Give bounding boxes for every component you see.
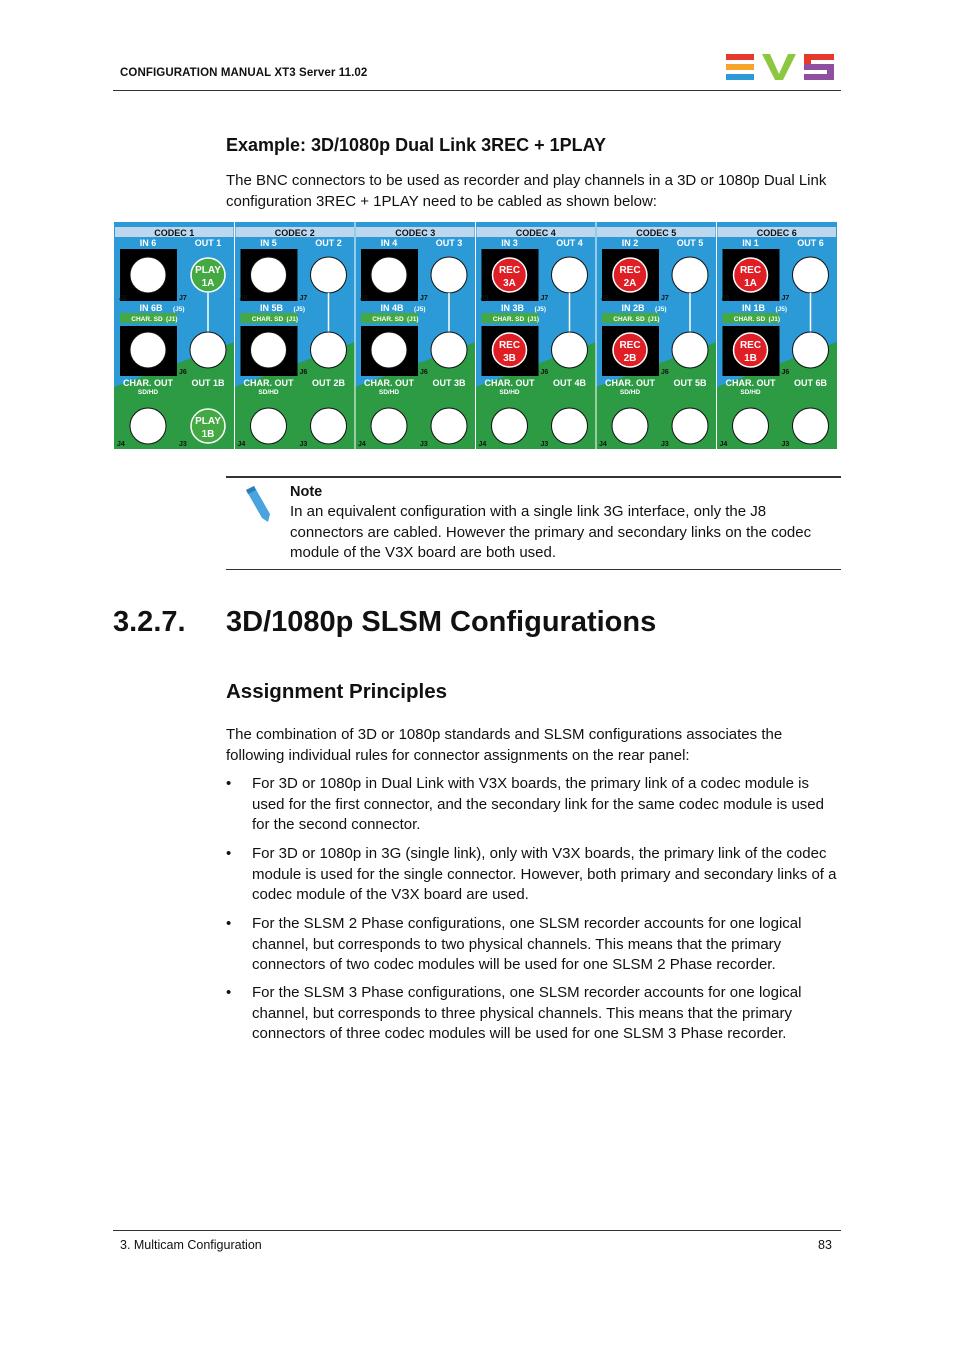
rec-connector-label-line1: REC [739, 265, 762, 276]
codec-name: CODEC 6 [756, 228, 797, 238]
bnc-connector [431, 257, 467, 293]
rear-panel-diagram [114, 222, 841, 449]
j1-tag: (J1) [407, 316, 419, 323]
header-rule [113, 90, 841, 91]
pencil-icon [240, 484, 274, 524]
list-item-text: For the SLSM 2 Phase configurations, one SLSM recorder accounts for one logical channel, but corresponds to two physical channels. This means that the primary connectors of two codec modules will be used for one SLSM 2 Phase recorder. [252, 915, 802, 973]
bnc-connector [492, 408, 528, 444]
jack-tag-j6: J6 [661, 369, 669, 376]
j1-tag: (J1) [768, 316, 781, 323]
bnc-connector [311, 408, 347, 444]
section-title: 3D/1080p SLSM Configurations [226, 606, 657, 638]
rec-connector-label-line1: REC [619, 265, 641, 276]
sdhd-label: SD/HD [137, 389, 159, 396]
jack-tag-j7: J7 [420, 295, 428, 302]
footer-rule [113, 1230, 841, 1231]
jack-tag-j3: J3 [540, 441, 549, 448]
char-out-label: CHAR. OUT [484, 378, 535, 388]
play-connector-label-line2: 1A [201, 278, 215, 289]
bnc-connector [612, 408, 648, 444]
jack-tag-j3: J3 [299, 441, 308, 448]
char-sd-label: CHAR. SD [251, 316, 284, 323]
bnc-connector [130, 408, 166, 444]
out-b-label: OUT 6B [793, 378, 828, 388]
jack-tag-j6: J6 [540, 369, 549, 376]
in-b-label: IN 2B [621, 303, 645, 313]
jack-tag-j4: J4 [478, 441, 487, 448]
codec-name: CODEC 1 [154, 228, 195, 238]
jack-tag-j4: J4 [117, 441, 125, 448]
j1-tag: (J1) [166, 316, 178, 323]
out-b-label: OUT 2B [311, 378, 346, 388]
out-b-label: OUT 4B [552, 378, 587, 388]
jack-tag-j3: J3 [781, 441, 790, 448]
char-out-label: CHAR. OUT [364, 378, 414, 388]
sdhd-label: SD/HD [499, 389, 520, 396]
in-label: IN 3 [501, 238, 518, 248]
section-number: 3.2.7. [113, 606, 186, 638]
out-label: OUT 2 [315, 238, 342, 248]
jack-tag-j3: J3 [661, 441, 669, 448]
in-b-label: IN 5B [259, 303, 284, 313]
jack-tag-j8: J8 [360, 295, 368, 302]
out-label: OUT 4 [556, 238, 583, 248]
out-label: OUT 6 [797, 238, 824, 248]
codec-name: CODEC 2 [274, 228, 315, 238]
rec-connector-label-line2: 2B [623, 353, 637, 364]
subsection-heading: Assignment Principles [226, 680, 448, 703]
sdhd-label: SD/HD [619, 389, 641, 396]
j1-tag: (J1) [527, 316, 540, 323]
rec-connector-label-line1: REC [619, 340, 641, 351]
j5-tag: (J5) [293, 306, 306, 313]
jack-tag-j4: J4 [599, 441, 607, 448]
bnc-connector [431, 332, 467, 368]
note-bottom-rule [226, 569, 841, 570]
out-b-label: OUT 3B [432, 378, 466, 388]
jack-tag-j8: J8 [119, 295, 127, 302]
char-out-label: CHAR. OUT [243, 378, 294, 388]
page-number: 83 [818, 1238, 832, 1252]
note-top-rule [226, 476, 841, 478]
codec-name: CODEC 4 [515, 228, 556, 238]
play-connector-label-line1: PLAY [195, 416, 221, 427]
bnc-connector [733, 408, 769, 444]
list-item-text: For the SLSM 3 Phase configurations, one SLSM recorder accounts for one logical channel, but corresponds to three physical channels. This means that the primary connectors of three codec modules will be used for one SLSM 3 Phase recorder. [252, 984, 802, 1042]
rec-connector-label-line2: 1B [744, 353, 757, 364]
rec-connector-label-line1: REC [498, 340, 521, 351]
jack-tag-j4: J4 [237, 441, 246, 448]
j5-tag: (J5) [534, 306, 547, 313]
char-out-label: CHAR. OUT [605, 378, 655, 388]
codec-name: CODEC 3 [395, 228, 436, 238]
jack-tag-j6: J6 [299, 369, 308, 376]
bnc-connector [552, 332, 588, 368]
rec-connector-label-line2: 3A [503, 278, 516, 289]
bnc-connector [311, 257, 347, 293]
evs-logo [724, 52, 836, 82]
jack-tag-j7: J7 [179, 295, 187, 302]
bullet-marker: • [226, 915, 232, 932]
assignment-intro: The combination of 3D or 1080p standards and SLSM configurations associates the following individual rules for connector assignments on the rear panel: [226, 726, 783, 764]
rec-connector-label-line1: REC [498, 265, 521, 276]
j1-tag: (J1) [648, 316, 660, 323]
list-item-text: For 3D or 1080p in Dual Link with V3X boards, the primary link of a codec module is used for the first connector, and the secondary link for the same codec module is used for the second connector. [252, 775, 824, 833]
out-label: OUT 1 [194, 238, 222, 248]
jack-tag-j4: J4 [719, 441, 728, 448]
bnc-connector [311, 332, 347, 368]
in-b-label: IN 6B [139, 303, 163, 313]
running-header-title: CONFIGURATION MANUAL XT3 Server 11.02 [120, 67, 368, 79]
rec-connector-label-line1: REC [739, 340, 762, 351]
bnc-connector [371, 257, 407, 293]
codec-name: CODEC 5 [636, 228, 677, 238]
in-b-label: IN 1B [741, 303, 766, 313]
out-b-label: OUT 5B [673, 378, 707, 388]
char-sd-label: CHAR. SD [372, 316, 404, 323]
in-label: IN 4 [380, 238, 398, 248]
bnc-connector [371, 408, 407, 444]
j5-tag: (J5) [173, 306, 185, 313]
jack-tag-j8: J8 [601, 295, 609, 302]
bullet-marker: • [226, 845, 232, 862]
out-b-label: OUT 1B [191, 378, 225, 388]
in-b-label: IN 3B [500, 303, 525, 313]
bullet-marker: • [226, 775, 232, 792]
char-out-label: CHAR. OUT [123, 378, 173, 388]
jack-tag-j7: J7 [661, 295, 669, 302]
jack-tag-j7: J7 [540, 295, 549, 302]
jack-tag-j7: J7 [781, 295, 790, 302]
in-label: IN 6 [139, 238, 157, 248]
play-connector-label-line1: PLAY [195, 265, 221, 276]
bnc-connector [672, 257, 708, 293]
in-label: IN 2 [621, 238, 639, 248]
in-label: IN 1 [742, 238, 759, 248]
jack-tag-j8: J8 [721, 295, 730, 302]
bnc-connector [130, 257, 166, 293]
jack-tag-j4: J4 [358, 441, 366, 448]
char-sd-label: CHAR. SD [733, 316, 766, 323]
rec-connector-label-line2: 1A [744, 278, 757, 289]
bnc-connector [190, 332, 226, 368]
bullet-marker: • [226, 984, 232, 1001]
example-heading: Example: 3D/1080p Dual Link 3REC + 1PLAY [226, 135, 606, 155]
jack-tag-j8: J8 [239, 295, 248, 302]
bnc-connector [251, 408, 287, 444]
jack-tag-j6: J6 [420, 369, 428, 376]
bnc-connector [793, 257, 829, 293]
note-text: In an equivalent configuration with a single link 3G interface, only the J8 connectors are cabled. However the primary and secondary links on the codec module of the V3X board are both used. [290, 503, 812, 561]
note-label: Note [290, 484, 323, 500]
jack-tag-j7: J7 [299, 295, 308, 302]
j5-tag: (J5) [414, 306, 426, 313]
sdhd-label: SD/HD [258, 389, 279, 396]
char-out-label: CHAR. OUT [725, 378, 776, 388]
bnc-connector [371, 332, 407, 368]
bnc-connector [251, 257, 287, 293]
jack-tag-j3: J3 [420, 441, 428, 448]
out-label: OUT 5 [676, 238, 704, 248]
play-connector-label-line2: 1B [201, 429, 215, 440]
bnc-connector [672, 408, 708, 444]
in-label: IN 5 [260, 238, 277, 248]
out-label: OUT 3 [435, 238, 463, 248]
bnc-connector [793, 408, 829, 444]
bnc-connector [672, 332, 708, 368]
jack-tag-j8: J8 [480, 295, 489, 302]
sdhd-label: SD/HD [378, 389, 400, 396]
jack-tag-j6: J6 [179, 369, 187, 376]
footer-chapter: 3. Multicam Configuration [120, 1238, 262, 1252]
bnc-connector [552, 257, 588, 293]
jack-tag-j6: J6 [781, 369, 790, 376]
j1-tag: (J1) [286, 316, 299, 323]
char-sd-label: CHAR. SD [131, 316, 163, 323]
bnc-connector [251, 332, 287, 368]
list-item-text: For 3D or 1080p in 3G (single link), only with V3X boards, the primary link of the codec module is used for the single connector. However, both primary and secondary links of a codec module of the V3X board are used. [252, 845, 837, 903]
j5-tag: (J5) [775, 306, 788, 313]
jack-tag-j3: J3 [179, 441, 187, 448]
sdhd-label: SD/HD [740, 389, 761, 396]
bnc-connector [793, 332, 829, 368]
example-intro: The BNC connectors to be used as recorder and play channels in a 3D or 1080p Dual Link configuration 3REC + 1PLAY need to be cabled as shown below: [226, 172, 827, 210]
bnc-connector [552, 408, 588, 444]
rec-connector-label-line2: 2A [623, 278, 637, 289]
j5-tag: (J5) [655, 306, 667, 313]
rec-connector-label-line2: 3B [503, 353, 516, 364]
char-sd-label: CHAR. SD [492, 316, 525, 323]
in-b-label: IN 4B [380, 303, 404, 313]
char-sd-label: CHAR. SD [613, 316, 645, 323]
bnc-connector [431, 408, 467, 444]
bnc-connector [130, 332, 166, 368]
